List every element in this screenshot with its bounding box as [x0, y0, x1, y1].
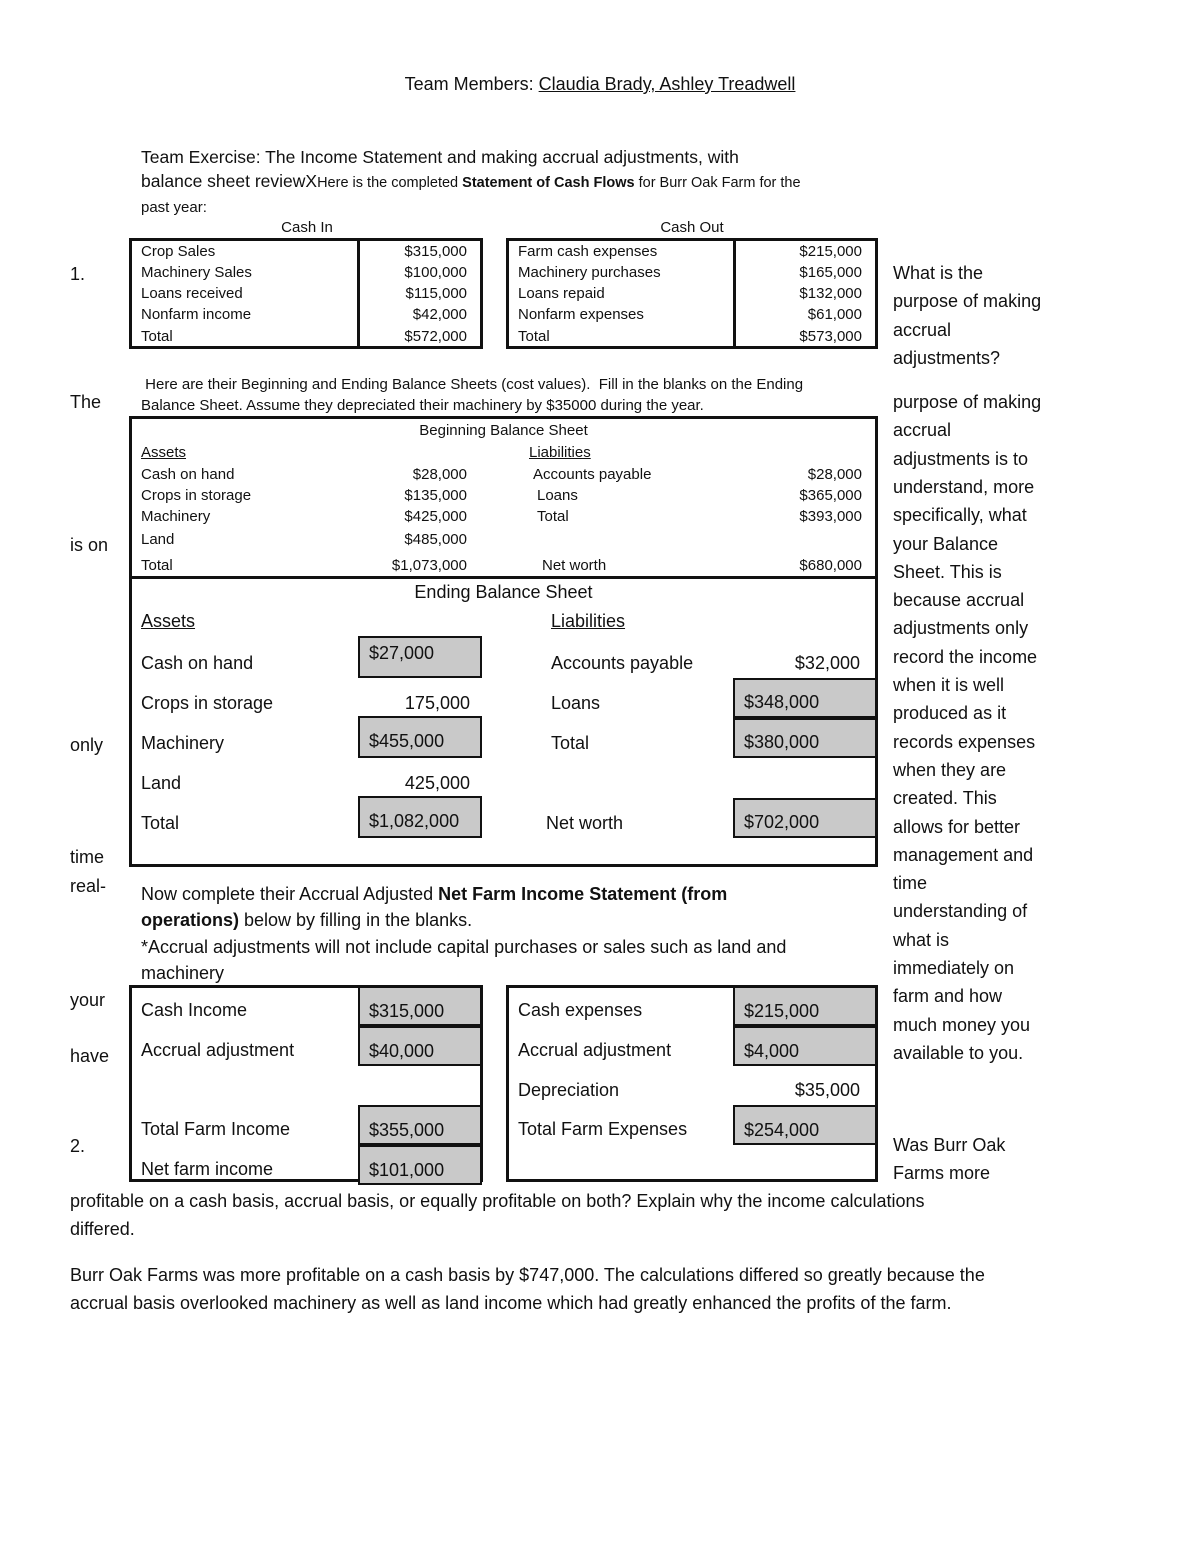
cash-in-title: Cash In [281, 219, 333, 236]
answer-2-line-1: Burr Oak Farms was more profitable on a cash basis by $747,000. The calculations differed so greatly because the [70, 1265, 985, 1285]
margin-text-line: created. This [893, 788, 997, 809]
ending-asset-label: Crops in storage [141, 693, 274, 713]
income-left-label: Net farm income [141, 1159, 274, 1179]
income-left-input[interactable]: $101,000 [358, 1145, 482, 1185]
margin-text-line: allows for better [893, 816, 1021, 837]
margin-text-line: purpose of making [893, 291, 1042, 312]
question-2-line-1: profitable on a cash basis, accrual basis, or equally profitable on both? Explain why the income calculations [70, 1191, 925, 1211]
income-right-input[interactable]: $254,000 [733, 1105, 877, 1145]
beginning-title: Beginning Balance Sheet [419, 422, 588, 439]
cash-in-row-value: $100,000 [404, 264, 467, 281]
margin-text-line: What is the [893, 263, 984, 283]
margin-text-line: Farms more [893, 1163, 991, 1184]
margin-word-have: have [70, 1046, 110, 1066]
margin-text-line: records expenses [893, 731, 1036, 752]
income-right-label: Accrual adjustment [518, 1040, 672, 1060]
cash-out-row-label: Loans repaid [518, 285, 605, 302]
team-members-label: Team Members: [404, 74, 534, 94]
margin-text-line: management and [893, 844, 1034, 865]
margin-word-is-on: is on [70, 535, 109, 555]
income-right-label: Total Farm Expenses [518, 1119, 688, 1139]
intro-line-2-small-b: for Burr Oak Farm for the [634, 175, 801, 191]
ending-asset-label: Cash on hand [141, 653, 254, 673]
ending-liability-input[interactable]: $380,000 [733, 718, 877, 758]
margin-text-line: Sheet. This is [893, 561, 1002, 582]
income-intro-a: Now complete their Accrual Adjusted [141, 884, 439, 904]
income-left-label: Total Farm Income [141, 1119, 291, 1139]
cash-out-row-label: Machinery purchases [518, 264, 661, 281]
cash-out-row-label: Nonfarm expenses [518, 306, 644, 323]
ending-asset-value: 175,000 [404, 693, 470, 713]
income-intro-line-4: machinery [141, 963, 225, 983]
margin-text-line: understand, more [893, 476, 1035, 497]
intro-line-2-small-a: Here is the completed [317, 175, 463, 191]
cash-out-row-value: $573,000 [799, 328, 862, 345]
income-left-input[interactable]: $40,000 [358, 1026, 482, 1066]
margin-text-line: when they are [893, 759, 1007, 780]
margin-text-line: Was Burr Oak [893, 1135, 1006, 1155]
ending-asset-label: Machinery [141, 733, 225, 753]
beginning-liability-value: $365,000 [799, 487, 862, 504]
answer-2-line-2: accrual basis overlooked machinery as well as land income which had greatly enhanced the profits of the farm. [70, 1293, 952, 1313]
cash-in-row-label: Total [141, 328, 173, 345]
income-intro-b: Net Farm Income Statement (from [438, 884, 728, 904]
income-intro-line-3: *Accrual adjustments will not include capital purchases or sales such as land and [141, 937, 787, 957]
intro-line-1: Team Exercise: The Income Statement and making accrual adjustments, with [141, 147, 739, 167]
cash-in-row-value: $115,000 [405, 285, 467, 302]
cash-out-row-value: $132,000 [799, 285, 862, 302]
cash-out-row-label: Total [518, 328, 550, 345]
income-right-value: $35,000 [794, 1080, 860, 1100]
beginning-assets-heading: Assets [141, 444, 187, 461]
cash-in-row-value: $42,000 [412, 306, 467, 323]
balance-intro-line-2: Balance Sheet. Assume they depreciated their machinery by $35000 during the year. [141, 397, 704, 414]
ending-liability-label: Total [551, 733, 590, 753]
beginning-liability-label: Loans [537, 487, 578, 504]
margin-text-line: farm and how [893, 986, 1003, 1007]
margin-text-line: your Balance [893, 533, 999, 554]
income-intro-c: operations) [141, 910, 240, 930]
ending-asset-input[interactable]: $1,082,000 [358, 796, 482, 838]
intro-line-2 [141, 171, 801, 192]
ending-asset-label: Total [141, 813, 180, 833]
margin-text-line: because accrual [893, 590, 1025, 611]
income-intro-line-2 [141, 906, 472, 934]
cash-out-row-value: $215,000 [799, 243, 862, 260]
income-left-label: Accrual adjustment [141, 1040, 295, 1060]
intro-line-2-big: balance sheet reviewX [141, 171, 318, 191]
margin-text-line: what is [893, 929, 950, 950]
ending-asset-input[interactable]: $27,000 [358, 636, 482, 678]
cash-in-row-label: Nonfarm income [141, 306, 252, 323]
ending-asset-value: 425,000 [404, 773, 470, 793]
margin-text-line: record the income [893, 646, 1038, 667]
margin-text-line: time [893, 873, 928, 894]
beginning-liability-value: $680,000 [799, 557, 862, 574]
question-2-number: 2. [70, 1136, 86, 1156]
beginning-asset-label: Total [141, 557, 173, 574]
ending-liability-input[interactable]: $702,000 [733, 798, 877, 838]
beginning-asset-label: Machinery [141, 508, 211, 525]
margin-word-time: time [70, 847, 105, 867]
team-members-names: Claudia Brady, Ashley Treadwell [538, 74, 796, 94]
beginning-asset-value: $28,000 [412, 466, 467, 483]
beginning-asset-value: $425,000 [404, 508, 467, 525]
beginning-asset-label: Crops in storage [141, 487, 252, 504]
income-right-input[interactable]: $4,000 [733, 1026, 877, 1066]
margin-text-line: much money you [893, 1014, 1031, 1035]
ending-liability-value: $32,000 [794, 653, 860, 673]
cash-in-row-label: Loans received [141, 285, 243, 302]
ending-liability-label: Accounts payable [551, 653, 694, 673]
income-right-input[interactable]: $215,000 [733, 986, 877, 1026]
cash-in-row-label: Machinery Sales [141, 264, 252, 281]
beginning-liabilities-heading: Liabilities [529, 444, 591, 461]
balance-intro-line-1: Here are their Beginning and Ending Balance Sheets (cost values). Fill in the blanks on the Ending [141, 376, 804, 393]
margin-text-line: adjustments only [893, 618, 1029, 639]
margin-text-line: produced as it [893, 703, 1007, 724]
question-2-line-2: differed. [70, 1219, 135, 1239]
margin-word-the: The [70, 392, 102, 412]
margin-text-line: accrual [893, 319, 952, 340]
margin-text-line: adjustments? [893, 347, 1001, 368]
ending-liability-label: Loans [551, 693, 601, 713]
income-intro-line-1 [141, 880, 727, 908]
cash-out-row-value: $165,000 [799, 264, 862, 281]
income-intro-d: below by filling in the blanks. [239, 910, 473, 930]
margin-text-line: purpose of making [893, 392, 1042, 412]
beginning-liability-value: $28,000 [807, 466, 862, 483]
ending-title: Ending Balance Sheet [414, 582, 593, 602]
beginning-liability-label: Total [537, 508, 569, 525]
ending-liability-label: Net worth [546, 813, 624, 833]
income-right-label: Cash expenses [518, 1000, 643, 1020]
income-left-label: Cash Income [141, 1000, 248, 1020]
margin-text-line: understanding of [893, 901, 1028, 922]
income-right-label: Depreciation [518, 1080, 620, 1100]
margin-text-line: immediately on [893, 958, 1015, 978]
intro-line-2-bold: Statement of Cash Flows [462, 175, 635, 191]
ending-assets-heading: Assets [141, 611, 196, 631]
cash-out-title: Cash Out [660, 219, 724, 236]
cash-out-row-value: $61,000 [807, 306, 862, 323]
ending-asset-input[interactable]: $455,000 [358, 716, 482, 758]
beginning-asset-label: Cash on hand [141, 466, 235, 483]
cash-in-row-value: $315,000 [404, 243, 467, 260]
margin-text-line: accrual [893, 420, 952, 441]
beginning-liability-value: $393,000 [799, 508, 862, 525]
cash-out-row-label: Farm cash expenses [518, 243, 658, 260]
ending-asset-label: Land [141, 773, 182, 793]
beginning-liability-label: Accounts payable [533, 466, 652, 483]
income-left-input[interactable]: $355,000 [358, 1105, 482, 1145]
margin-word-real: real- [70, 876, 107, 896]
beginning-asset-label: Land [141, 531, 175, 548]
question-1-number: 1. [70, 264, 86, 284]
margin-text-line: when it is well [893, 675, 1005, 695]
ending-liabilities-heading: Liabilities [551, 611, 626, 631]
cash-in-row-label: Crop Sales [141, 243, 216, 260]
margin-word-only: only [70, 735, 104, 755]
cash-in-row-value: $572,000 [404, 328, 467, 345]
beginning-asset-value: $1,073,000 [391, 557, 467, 574]
ending-liability-input[interactable]: $348,000 [733, 678, 877, 718]
intro-line-3: past year: [141, 199, 207, 216]
beginning-asset-value: $135,000 [404, 487, 467, 504]
margin-text-line: specifically, what [893, 505, 1027, 526]
beginning-liability-label: Net worth [542, 557, 607, 574]
margin-word-your: your [70, 990, 106, 1010]
margin-text-line: adjustments is to [893, 448, 1029, 469]
margin-text-line: available to you. [893, 1042, 1024, 1063]
income-left-input[interactable]: $315,000 [358, 986, 482, 1026]
beginning-asset-value: $485,000 [404, 531, 467, 548]
team-members-line [0, 74, 1200, 95]
